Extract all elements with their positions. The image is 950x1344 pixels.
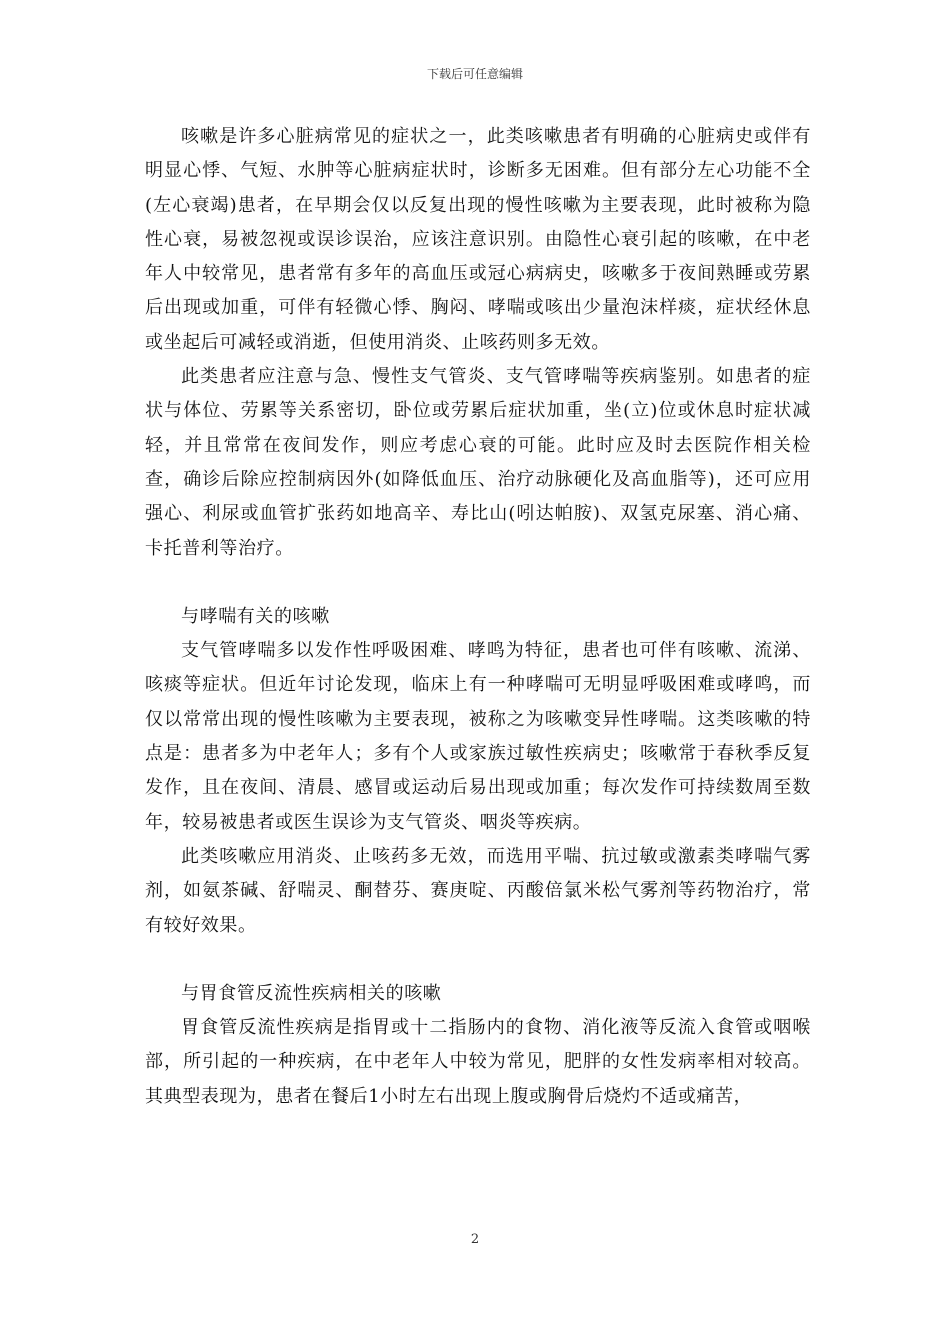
section-heading-asthma: 与哮喘有关的咳嗽 — [181, 605, 330, 627]
paragraph-heart-cough-diagnosis: 此类患者应注意与急、慢性支气管炎、支气管哮喘等疾病鉴别。如患者的症状与体位、劳累等关系密切，卧位或劳累后症状加重，坐(立)位或休息时症状减轻，并且常常在夜间发作，则应考虑心衰的可能。此时应及时去医院作相关检查，确诊后除应控制病因外(如降低血压、治疗动脉硬化及高血脂等)，还可应用强心、利尿或血管扩张药如地高辛、寿比山(吲达帕胺)、双氢克尿塞、消心痛、卡托普利等治疗。 — [145, 366, 811, 559]
document-body — [145, 120, 811, 1114]
paragraph-asthma-treatment: 此类咳嗽应用消炎、止咳药多无效，而选用平喘、抗过敏或激素类哮喘气雾剂，如氨茶碱、舒喘灵、酮替芬、赛庚啶、丙酸倍氯米松气雾剂等药物治疗，常有较好效果。 — [145, 845, 811, 936]
paragraph-asthma-cough: 支气管哮喘多以发作性呼吸困难、哮鸣为特征，患者也可伴有咳嗽、流涕、咳痰等症状。但近年讨论发现，临床上有一种哮喘可无明显呼吸困难或哮鸣，而仅以常常出现的慢性咳嗽为主要表现，被称之为咳嗽变异性哮喘。这类咳嗽的特点是：患者多为中老年人；多有个人或家族过敏性疾病史；咳嗽常于春秋季反复发作，且在夜间、清晨、感冒或运动后易出现或加重；每次发作可持续数周至数年，较易被患者或医生误诊为支气管炎、咽炎等疾病。 — [145, 640, 811, 833]
section-heading-reflux: 与胃食管反流性疾病相关的咳嗽 — [181, 982, 442, 1004]
page-header: 下载后可任意编辑 — [426, 67, 523, 81]
section-gap — [145, 943, 811, 977]
page-number: 2 — [470, 1232, 480, 1247]
section-gap — [145, 566, 811, 600]
paragraph-reflux-cough: 胃食管反流性疾病是指胃或十二指肠内的食物、消化液等反流入食管或咽喉部，所引起的一种疾病，在中老年人中较为常见，肥胖的女性发病率相对较高。其典型表现为，患者在餐后1小时左右出现上腹或胸骨后烧灼不适或痛苦， — [145, 1017, 811, 1107]
paragraph-heart-cough: 咳嗽是许多心脏病常见的症状之一，此类咳嗽患者有明确的心脏病史或伴有明显心悸、气短、水肿等心脏病症状时，诊断多无困难。但有部分左心功能不全(左心衰竭)患者，在早期会仅以反复出现的慢性咳嗽为主要表现，此时被称为隐性心衰，易被忽视或误诊误治，应该注意识别。由隐性心衰引起的咳嗽，在中老年人中较常见，患者常有多年的高血压或冠心病病史，咳嗽多于夜间熟睡或劳累后出现或加重，可伴有轻微心悸、胸闷、哮喘或咳出少量泡沫样痰，症状经休息或坐起后可减轻或消逝，但使用消炎、止咳药则多无效。 — [145, 126, 811, 353]
